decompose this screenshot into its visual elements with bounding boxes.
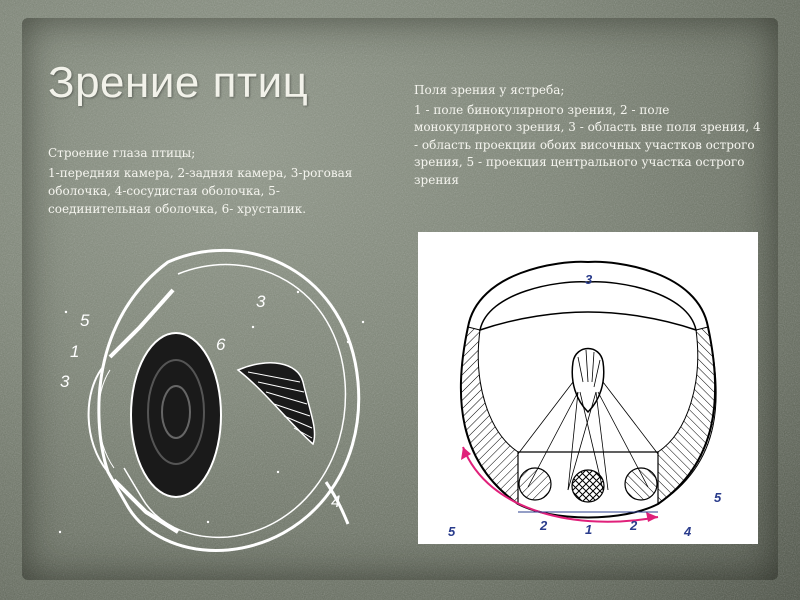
eye-structure-caption xyxy=(48,144,378,218)
vision-fields-caption xyxy=(414,82,764,189)
pecten xyxy=(238,363,315,444)
field-arrow-head xyxy=(461,447,471,460)
vision-label-2-left: 2 xyxy=(540,518,548,533)
eye-caption-heading: Строение глаза птицы; xyxy=(48,146,196,160)
eye-label-3-left: 3 xyxy=(60,372,70,391)
eye-label-6: 6 xyxy=(216,335,226,354)
eye-label-1: 1 xyxy=(70,342,80,361)
vision-label-5-right: 5 xyxy=(714,490,722,505)
vision-caption-heading: Поля зрения у ястреба; xyxy=(414,83,565,97)
lens xyxy=(131,333,221,497)
eye-label-4: 4 xyxy=(331,492,341,511)
vision-label-3: 3 xyxy=(585,272,593,287)
temporal-fovea-right xyxy=(625,468,657,500)
bird-eye-diagram xyxy=(48,232,388,572)
vision-label-4: 4 xyxy=(684,524,692,539)
slide-title: Зрение птиц xyxy=(48,58,309,107)
vision-label-2-right: 2 xyxy=(630,518,638,533)
vision-caption-body: 1 - поле бинокулярного зрения, 2 - поле монокулярного зрения, 3 - область вне поля зрения, 4 - область проекции обоих височных участков острого зрения, 5 - проекция центрального участка острого зрения xyxy=(414,102,761,187)
temporal-fovea-left xyxy=(519,468,551,500)
eye-label-5: 5 xyxy=(80,311,90,330)
field-arrow-head-right xyxy=(646,512,658,522)
eye-label-3-right: 3 xyxy=(256,292,266,311)
vision-label-5-left: 5 xyxy=(448,524,456,539)
central-fovea-projection xyxy=(572,470,604,502)
eye-caption-body: 1-передняя камера, 2-задняя камера, 3-роговая оболочка, 4-сосудистая оболочка, 5- соединительная оболочка, 6- хрусталик. xyxy=(48,166,353,216)
vision-label-1: 1 xyxy=(585,522,593,537)
hawk-vision-fields-diagram xyxy=(418,232,758,544)
